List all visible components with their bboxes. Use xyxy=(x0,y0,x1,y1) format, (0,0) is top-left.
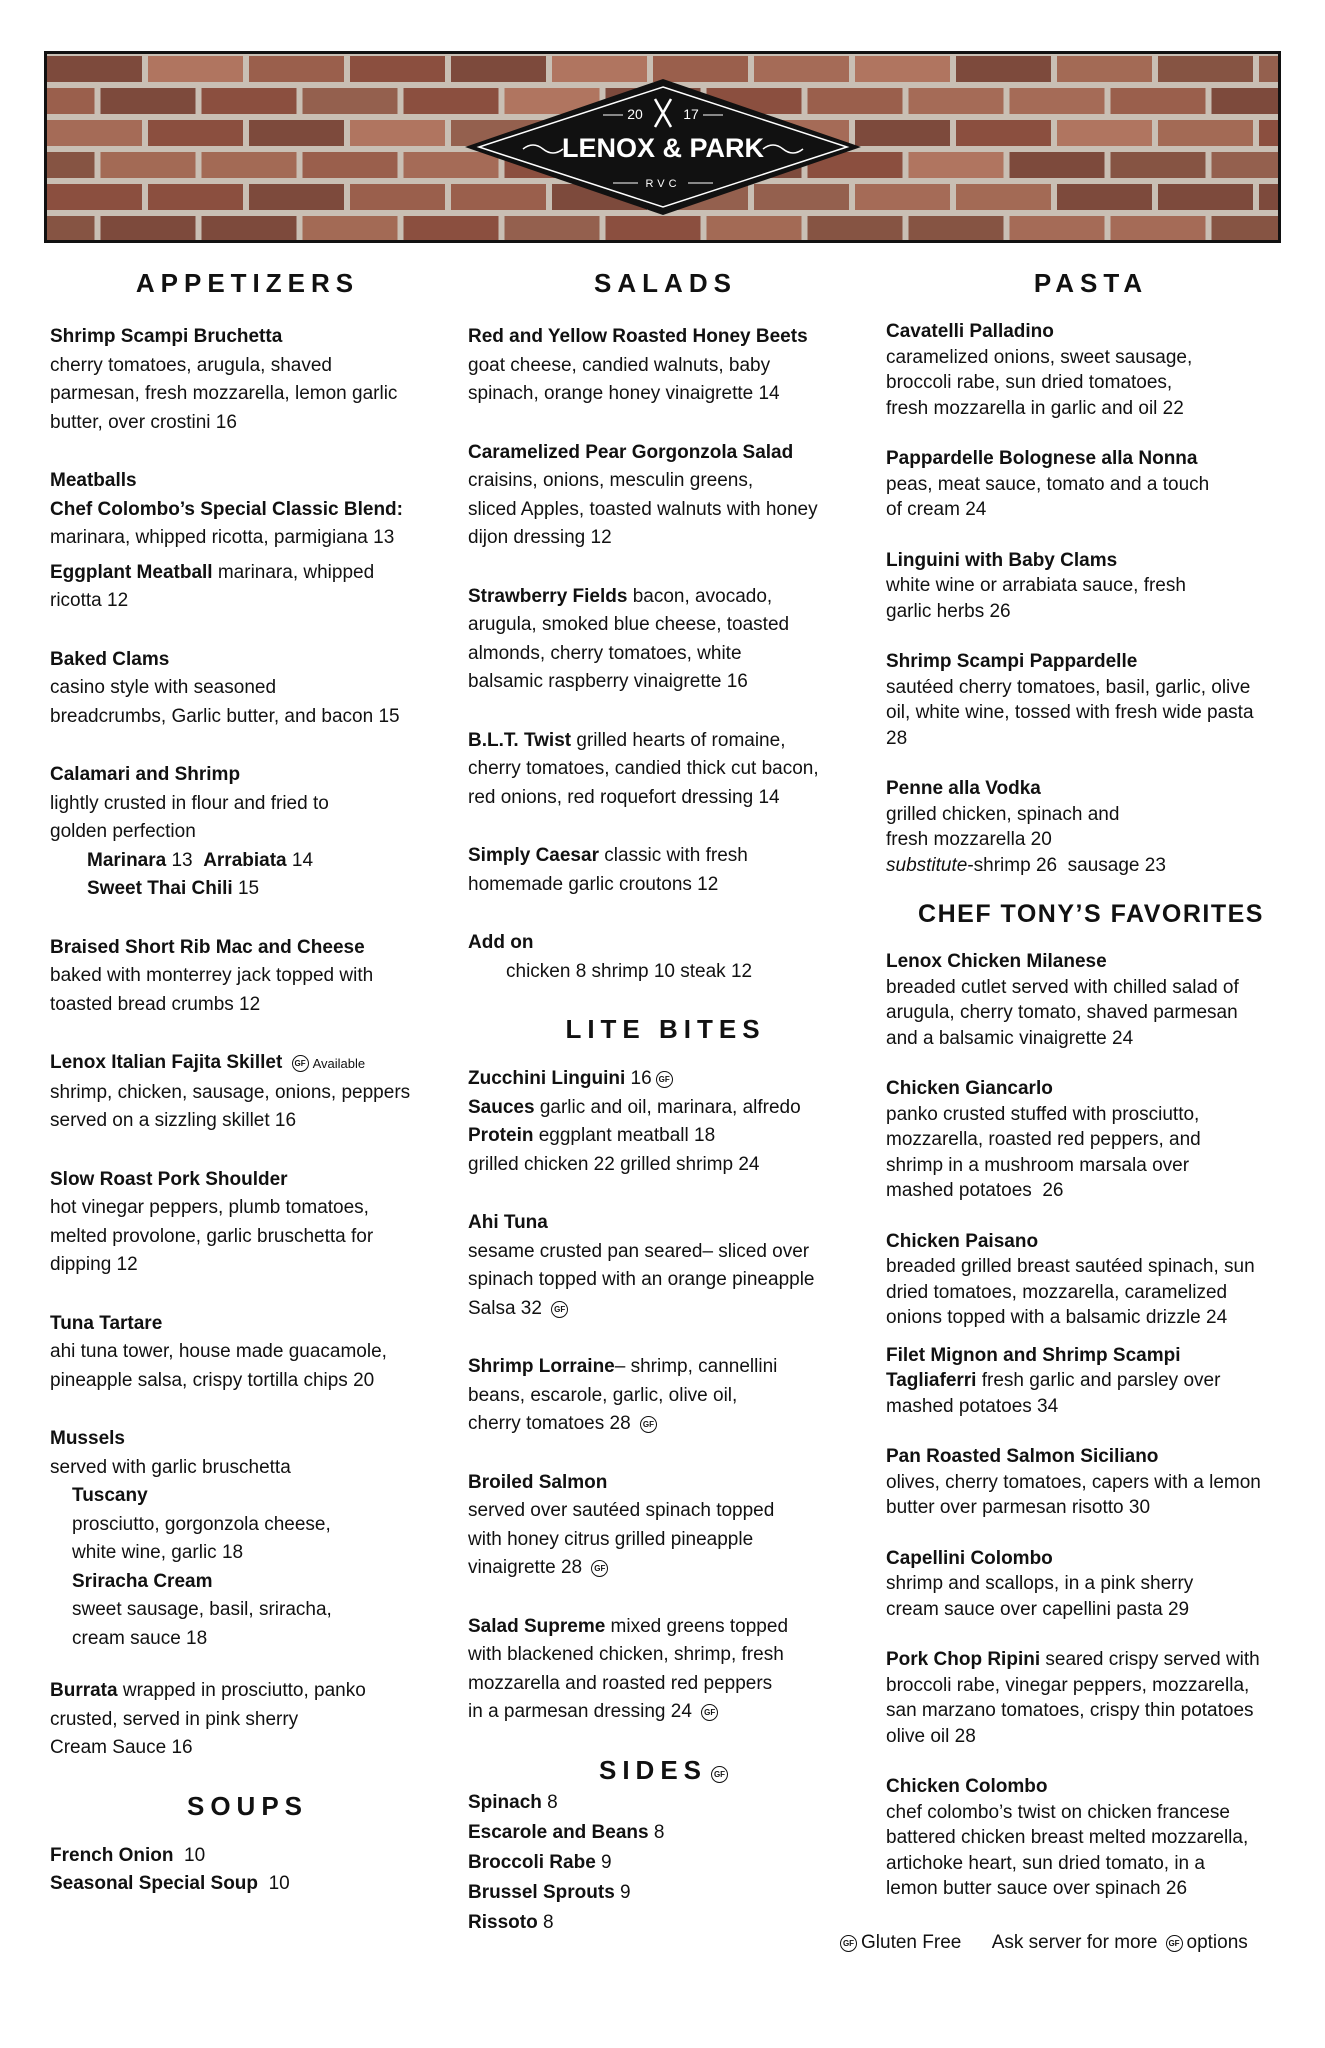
menu-item-paisano xyxy=(886,1229,1296,1331)
brick xyxy=(303,88,398,114)
item-name: Ahi Tuna xyxy=(468,1212,548,1233)
item-name: Brussel Sprouts xyxy=(468,1881,615,1903)
item-price: 8 xyxy=(541,1791,558,1813)
item-desc: served with garlic bruschetta xyxy=(50,1456,291,1478)
item-price: 9 xyxy=(595,1851,612,1873)
item-desc: almonds, cherry tomatoes, white xyxy=(468,642,742,664)
brick xyxy=(1010,216,1105,240)
item-name: Salad Supreme xyxy=(468,1615,606,1637)
brick xyxy=(1212,152,1279,178)
item-desc: balsamic raspberry vinaigrette 16 xyxy=(468,671,748,692)
gluten-free-icon: GF xyxy=(701,1704,718,1721)
logo-location: RVC xyxy=(644,178,681,190)
column-appetizers xyxy=(50,268,445,1899)
item-desc: panko crusted stuffed with prosciutto, xyxy=(886,1103,1200,1125)
brick xyxy=(505,216,600,240)
item-name: Slow Roast Pork Shoulder xyxy=(50,1168,288,1190)
item-name: Capellini Colombo xyxy=(886,1547,1053,1569)
available-label: Available xyxy=(312,1056,366,1071)
ask-server-label: Ask server for more xyxy=(991,1932,1158,1953)
brick xyxy=(249,56,344,82)
item-desc: white wine or arrabiata sauce, fresh xyxy=(886,575,1186,596)
item-desc: cherry tomatoes 28 xyxy=(468,1413,631,1434)
brick xyxy=(956,120,1051,146)
menu-item-tuna-tartare xyxy=(50,1310,445,1396)
item-desc: bacon, avocado, xyxy=(627,585,773,607)
brick xyxy=(1259,184,1278,210)
item-desc: broccoli rabe, sun dried tomatoes, xyxy=(886,372,1173,393)
item-desc: ahi tuna tower, house made guacamole, xyxy=(50,1341,387,1362)
brick xyxy=(855,184,950,210)
brick xyxy=(1057,184,1152,210)
item-name: Eggplant Meatball xyxy=(50,561,213,583)
brick xyxy=(1111,216,1206,240)
item-name: Zucchini Linguini xyxy=(468,1068,626,1089)
menu-item-shrimp-lorraine xyxy=(468,1353,863,1439)
logo-year-left: 20 xyxy=(626,106,643,122)
brick xyxy=(909,152,1004,178)
item-desc: served over sautéed spinach topped xyxy=(468,1500,775,1521)
menu-item-calamari-and-shrimp xyxy=(50,761,445,904)
gluten-free-label: Gluten Free xyxy=(861,1932,962,1953)
menu-item-blt-twist xyxy=(468,727,863,813)
brick xyxy=(202,216,297,240)
brick xyxy=(148,184,243,210)
item-desc: baked with monterrey jack topped with xyxy=(50,965,374,986)
item-desc: breadcrumbs, Garlic butter, and bacon 15 xyxy=(50,705,400,727)
item-desc: arugula, smoked blue cheese, toasted xyxy=(468,614,790,635)
brick xyxy=(956,184,1051,210)
item-desc: casino style with seasoned xyxy=(50,677,277,698)
item-desc: arugula, cherry tomato, shaved parmesan xyxy=(886,1002,1238,1023)
item-desc: seared crispy served with xyxy=(1040,1649,1260,1670)
item-desc: lightly crusted in flour and fried to xyxy=(50,792,329,814)
menu-item-chicken-colombo xyxy=(886,1774,1296,1902)
menu-item-burrata xyxy=(50,1677,445,1763)
menu-item-ahi-tuna xyxy=(468,1209,863,1323)
brick xyxy=(808,216,903,240)
item-desc: homemade garlic croutons 12 xyxy=(468,873,719,895)
brick xyxy=(1158,120,1253,146)
item-desc: garlic herbs 26 xyxy=(886,600,1011,622)
brick xyxy=(1111,88,1206,114)
item-desc: parmesan, fresh mozzarella, lemon garlic xyxy=(50,383,398,404)
menu-item-add-on xyxy=(468,929,863,986)
item-desc: served on a sizzling skillet 16 xyxy=(50,1110,297,1131)
brick xyxy=(350,120,445,146)
menu-item-fajita-skillet xyxy=(50,1049,445,1136)
menu-item-baked-clams xyxy=(50,646,445,732)
menu-item-salmon-siciliano xyxy=(886,1444,1296,1521)
menu-item-cavatelli xyxy=(886,319,1296,421)
menu-item-short-rib-mac xyxy=(50,934,445,1020)
brick xyxy=(707,216,802,240)
brick xyxy=(1010,152,1105,178)
brick xyxy=(1111,152,1206,178)
item-desc: butter, over crostini 16 xyxy=(50,411,237,433)
appetizers-heading: APPETIZERS xyxy=(135,268,360,298)
item-price: 8 xyxy=(648,1821,665,1843)
item-desc: ricotta 12 xyxy=(50,590,129,611)
item-desc: and a balsamic vinaigrette 24 xyxy=(886,1027,1134,1049)
brick xyxy=(1212,88,1279,114)
item-name: Caramelized Pear Gorgonzola Salad xyxy=(468,441,794,463)
item-desc: – shrimp, cannellini xyxy=(614,1356,778,1377)
item-name: Braised Short Rib Mac and Cheese xyxy=(50,936,365,958)
item-name: Seasonal Special Soup xyxy=(50,1873,259,1894)
logo-year-right: 17 xyxy=(682,106,699,122)
item-name: Broiled Salmon xyxy=(468,1471,608,1493)
item-desc: shrimp and scallops, in a pink sherry xyxy=(886,1573,1194,1594)
pasta-heading: PASTA xyxy=(1033,268,1149,298)
menu-item-sides xyxy=(468,1788,863,1938)
menu-item-filet-mignon xyxy=(886,1343,1296,1420)
item-desc: mixed greens topped xyxy=(605,1615,789,1637)
brick xyxy=(47,152,95,178)
item-name: Rissoto xyxy=(468,1911,538,1933)
salads-heading: SALADS xyxy=(594,268,737,298)
item-desc: broccoli rabe, vinegar peppers, mozzarella, xyxy=(886,1674,1250,1696)
item-name: Add on xyxy=(468,932,534,953)
item-name: Red and Yellow Roasted Honey Beets xyxy=(468,326,808,347)
item-desc: grilled hearts of romaine, xyxy=(571,729,786,751)
item-name: Tagliaferri xyxy=(886,1370,977,1391)
item-name: Protein xyxy=(468,1125,534,1146)
brick xyxy=(249,184,344,210)
brick xyxy=(350,184,445,210)
item-desc: mozzarella and roasted red peppers xyxy=(468,1672,773,1694)
item-name: Shrimp Scampi Bruchetta xyxy=(50,326,283,347)
item-desc: hot vinegar peppers, plumb tomatoes, xyxy=(50,1197,369,1218)
item-desc: pineapple salsa, crispy tortilla chips 20 xyxy=(50,1369,375,1391)
item-desc: grilled chicken 22 grilled shrimp 24 xyxy=(468,1153,760,1175)
brick xyxy=(1259,120,1278,146)
item-name: Sauces xyxy=(468,1096,535,1118)
menu-item-milanese xyxy=(886,949,1296,1051)
item-desc: san marzano tomatoes, crispy thin potatoes xyxy=(886,1700,1254,1721)
item-desc: sesame crusted pan seared– sliced over xyxy=(468,1240,810,1262)
item-desc: oil, white wine, tossed with fresh wide pasta xyxy=(886,702,1254,723)
item-name: Calamari and Shrimp xyxy=(50,764,241,785)
menu-item-pear-salad xyxy=(468,439,863,553)
menu-item-strawberry-fields xyxy=(468,583,863,697)
item-name: Strawberry Fields xyxy=(468,585,628,607)
item-desc: battered chicken breast melted mozzarella, xyxy=(886,1827,1249,1848)
item-desc: butter over parmesan risotto 30 xyxy=(886,1497,1151,1518)
item-desc: shrimp in a mushroom marsala over xyxy=(886,1154,1190,1176)
lite-bites-heading: LITE BITES xyxy=(565,1014,766,1044)
option-marinara: Marinara xyxy=(87,849,167,871)
item-price: 8 xyxy=(537,1911,554,1933)
item-desc: -shrimp 26 sausage 23 xyxy=(967,854,1166,876)
item-name: French Onion xyxy=(50,1844,174,1866)
brick xyxy=(101,152,196,178)
item-desc: grilled chicken, spinach and xyxy=(886,803,1120,825)
item-desc: dipping 12 xyxy=(50,1254,138,1275)
item-name: Penne alla Vodka xyxy=(886,778,1041,799)
item-name: Spinach xyxy=(468,1791,542,1813)
item-desc: mozzarella, roasted red peppers, and xyxy=(886,1129,1201,1150)
item-desc: mashed potatoes 34 xyxy=(886,1395,1059,1417)
brick xyxy=(1057,56,1152,82)
item-desc: melted provolone, garlic bruschetta for xyxy=(50,1225,374,1247)
item-desc: sautéed cherry tomatoes, basil, garlic, olive xyxy=(886,676,1251,698)
item-desc: mashed potatoes 26 xyxy=(886,1180,1064,1201)
header-banner xyxy=(44,51,1281,243)
menu-item-bolognese xyxy=(886,446,1296,523)
item-desc: breaded grilled breast sautéed spinach, sun xyxy=(886,1256,1255,1277)
brick xyxy=(101,88,196,114)
menu-item-scampi-pappardelle xyxy=(886,649,1296,751)
lenox-park-logo xyxy=(463,77,863,217)
gluten-free-icon: GF xyxy=(640,1416,657,1433)
menu-item-eggplant-meatball xyxy=(50,559,445,616)
item-desc: fresh garlic and parsley over xyxy=(976,1370,1221,1391)
item-name: Pan Roasted Salmon Siciliano xyxy=(886,1446,1159,1467)
item-name: Chicken Paisano xyxy=(886,1230,1039,1252)
option-arrabiata: Arrabiata xyxy=(203,849,287,871)
item-name: Chicken Colombo xyxy=(886,1776,1048,1797)
item-desc: spinach, orange honey vinaigrette 14 xyxy=(468,383,780,404)
option-desc: cream sauce 18 xyxy=(72,1627,208,1649)
item-desc: golden perfection xyxy=(50,821,196,842)
brick xyxy=(47,56,142,82)
option-price: 13 xyxy=(166,849,204,871)
item-desc: with honey citrus grilled pineapple xyxy=(468,1528,754,1550)
brick xyxy=(202,152,297,178)
brick xyxy=(1158,56,1253,82)
menu-item-giancarlo xyxy=(886,1076,1296,1204)
option-tuscany: Tuscany xyxy=(72,1485,148,1506)
brick xyxy=(101,216,196,240)
item-desc: cream sauce over capellini pasta 29 xyxy=(886,1598,1190,1620)
item-desc: garlic and oil, marinara, alfredo xyxy=(534,1096,801,1118)
item-name: Lenox Italian Fajita Skillet xyxy=(50,1052,283,1073)
option-sriracha-cream: Sriracha Cream xyxy=(72,1570,213,1592)
item-price: 16 xyxy=(625,1068,652,1089)
item-desc: artichoke heart, sun dried tomato, in a xyxy=(886,1852,1205,1874)
item-desc: sliced Apples, toasted walnuts with honey xyxy=(468,498,818,520)
menu-item-pork-chop-ripini xyxy=(886,1647,1296,1749)
brick xyxy=(855,56,950,82)
mussels-options xyxy=(50,1482,445,1653)
item-desc: of cream 24 xyxy=(886,499,987,520)
brick xyxy=(249,120,344,146)
menu-item-soups xyxy=(50,1842,445,1899)
item-name: Escarole and Beans xyxy=(468,1821,649,1843)
item-desc: goat cheese, candied walnuts, baby xyxy=(468,354,771,376)
substitute-label: substitute xyxy=(886,854,968,876)
menu-item-simply-caesar xyxy=(468,842,863,899)
item-desc: lemon butter sauce over spinach 26 xyxy=(886,1878,1188,1899)
gluten-free-icon: GF xyxy=(551,1301,568,1318)
item-name: Mussels xyxy=(50,1428,125,1449)
brick xyxy=(855,120,950,146)
gluten-free-icon: GF xyxy=(711,1766,728,1783)
item-name: Lenox Chicken Milanese xyxy=(886,951,1107,972)
item-name: Broccoli Rabe xyxy=(468,1851,596,1873)
brick xyxy=(404,216,499,240)
item-name: Burrata xyxy=(50,1680,118,1701)
option-price: 15 xyxy=(232,878,260,899)
menu-item-capellini-colombo xyxy=(886,1546,1296,1623)
item-desc: shrimp, chicken, sausage, onions, peppers xyxy=(50,1081,411,1103)
soups-heading: SOUPS xyxy=(186,1790,309,1821)
item-desc: 28 xyxy=(886,727,908,749)
item-desc: fresh mozzarella in garlic and oil 22 xyxy=(886,397,1184,419)
brick xyxy=(1057,120,1152,146)
logo-name: LENOX & PARK xyxy=(561,133,764,163)
menu-item-zucchini-linguini xyxy=(468,1065,863,1179)
item-desc: in a parmesan dressing 24 xyxy=(468,1701,692,1722)
item-desc: classic with fresh xyxy=(598,845,748,866)
column-pasta xyxy=(886,268,1296,1902)
menu-item-mussels xyxy=(50,1425,445,1653)
menu-item-penne-vodka xyxy=(886,776,1296,878)
gluten-free-icon: GF xyxy=(656,1071,673,1088)
menu-item-broiled-salmon xyxy=(468,1469,863,1583)
item-desc: craisins, onions, mesculin greens, xyxy=(468,470,754,491)
item-desc: cherry tomatoes, arugula, shaved xyxy=(50,354,332,376)
option-desc: white wine, garlic 18 xyxy=(72,1542,244,1563)
item-desc: chef colombo’s twist on chicken francese xyxy=(886,1801,1230,1823)
item-desc: dried tomatoes, mozzarella, caramelized xyxy=(886,1281,1228,1303)
options-label: options xyxy=(1186,1932,1248,1953)
item-price: 9 xyxy=(614,1881,631,1903)
brick xyxy=(350,56,445,82)
brick xyxy=(1158,184,1253,210)
menu-item-meatballs xyxy=(50,467,445,553)
brick xyxy=(47,216,95,240)
item-name: Chicken Giancarlo xyxy=(886,1078,1053,1099)
option-price: 14 xyxy=(286,849,314,871)
item-desc: olives, cherry tomatoes, capers with a lemon xyxy=(886,1471,1261,1493)
brick xyxy=(1010,88,1105,114)
brick xyxy=(47,88,95,114)
sides-heading: SIDES xyxy=(598,1754,708,1785)
gluten-free-icon: GF xyxy=(1166,1935,1183,1952)
item-name: Baked Clams xyxy=(50,648,170,670)
item-price: 10 xyxy=(173,1844,206,1866)
item-price: 10 xyxy=(258,1873,290,1894)
item-desc: eggplant meatball 18 xyxy=(533,1125,716,1146)
item-name: Pork Chop Ripini xyxy=(886,1649,1041,1670)
item-name: Filet Mignon and Shrimp Scampi xyxy=(886,1344,1181,1366)
option-desc: sweet sausage, basil, sriracha, xyxy=(72,1599,332,1620)
item-desc: red onions, red roquefort dressing 14 xyxy=(468,786,780,808)
gluten-free-icon: GF xyxy=(840,1935,857,1952)
item-name: Shrimp Lorraine xyxy=(468,1356,615,1377)
item-desc: peas, meat sauce, tomato and a touch xyxy=(886,473,1210,495)
brick xyxy=(303,152,398,178)
chef-favorites-heading: CHEF TONY’S FAVORITES xyxy=(918,900,1264,928)
item-name: Linguini with Baby Clams xyxy=(886,549,1118,571)
menu-item-linguini-clams xyxy=(886,548,1296,625)
brick xyxy=(202,88,297,114)
item-name: Simply Caesar xyxy=(468,845,599,866)
item-desc: with blackened chicken, shrimp, fresh xyxy=(468,1644,784,1665)
item-desc: marinara, whipped ricotta, parmigiana 13 xyxy=(50,527,395,548)
item-desc: beans, escarole, garlic, olive oil, xyxy=(468,1384,738,1406)
brick xyxy=(909,216,1004,240)
brick xyxy=(956,56,1051,82)
item-desc: fresh mozzarella 20 xyxy=(886,829,1052,850)
item-desc: toasted bread crumbs 12 xyxy=(50,993,261,1015)
item-name: Meatballs xyxy=(50,470,137,491)
option-desc: prosciutto, gorgonzola cheese, xyxy=(72,1513,331,1535)
menu-item-pork-shoulder xyxy=(50,1166,445,1280)
item-desc: Cream Sauce 16 xyxy=(50,1737,193,1758)
item-name: Pappardelle Bolognese alla Nonna xyxy=(886,448,1198,469)
gluten-free-legend xyxy=(836,1932,1252,1954)
gluten-free-icon: GF xyxy=(292,1055,309,1072)
brick xyxy=(148,56,243,82)
brick xyxy=(47,184,142,210)
item-desc: spinach topped with an orange pineapple xyxy=(468,1269,815,1290)
item-desc: olive oil 28 xyxy=(886,1725,976,1747)
item-desc: chicken 8 shrimp 10 steak 12 xyxy=(506,960,753,982)
brick xyxy=(148,120,243,146)
menu-item-shrimp-scampi-bruchetta xyxy=(50,323,445,437)
item-name: Shrimp Scampi Pappardelle xyxy=(886,651,1138,672)
item-desc: vinaigrette 28 xyxy=(468,1557,583,1578)
item-desc: marinara, whipped xyxy=(212,561,375,583)
brick xyxy=(47,120,142,146)
sides-heading-wrap xyxy=(468,1755,863,1786)
brick xyxy=(1212,216,1279,240)
item-desc: wrapped in prosciutto, panko xyxy=(117,1680,366,1701)
calamari-options xyxy=(50,847,445,904)
item-desc: Salsa 32 xyxy=(468,1297,542,1319)
gluten-free-icon: GF xyxy=(591,1560,608,1577)
menu-item-salad-supreme xyxy=(468,1613,863,1727)
item-desc: caramelized onions, sweet sausage, xyxy=(886,346,1193,368)
brick xyxy=(909,88,1004,114)
brick xyxy=(1259,56,1278,82)
item-name: Tuna Tartare xyxy=(50,1312,163,1334)
item-desc: crusted, served in pink sherry xyxy=(50,1708,299,1730)
brick xyxy=(606,216,701,240)
item-name: Cavatelli Palladino xyxy=(886,321,1054,342)
item-subtitle: Chef Colombo’s Special Classic Blend: xyxy=(50,498,403,520)
column-salads xyxy=(468,268,863,1938)
item-desc: dijon dressing 12 xyxy=(468,527,612,548)
item-name: B.L.T. Twist xyxy=(468,729,572,751)
item-desc: cherry tomatoes, candied thick cut bacon, xyxy=(468,758,819,779)
option-sweet-thai-chili: Sweet Thai Chili xyxy=(87,878,233,899)
item-desc: onions topped with a balsamic drizzle 24 xyxy=(886,1307,1228,1328)
brick xyxy=(303,216,398,240)
item-desc: breaded cutlet served with chilled salad of xyxy=(886,976,1239,998)
menu-item-beets xyxy=(468,323,863,409)
